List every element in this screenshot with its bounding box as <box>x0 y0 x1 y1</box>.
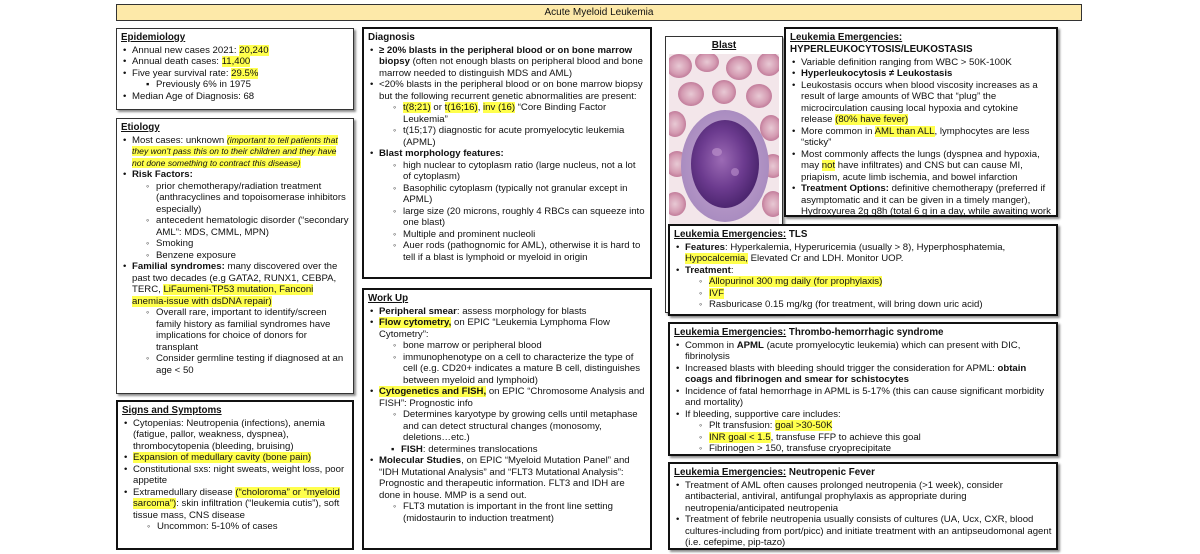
etiology-note: (important to tell patients that they won’t pass this on to their children and they have not done something to contract this disease) <box>132 134 338 168</box>
list-item: ◦ high nuclear to cytoplasm ratio (large nucleus, not a lot of cytoplasm) <box>403 160 646 183</box>
list-item: ◦ bone marrow or peripheral blood <box>403 340 646 352</box>
signs-symptoms-panel <box>116 400 354 550</box>
list-item: • Variable definition ranging from WBC > 50K-100K <box>801 57 1052 69</box>
list-item: ◦ prior chemotherapy/radiation treatment (anthracyclines and topoisomerase inhibitors especially) <box>156 181 349 216</box>
workup-heading: Work Up <box>368 293 409 304</box>
list-item: ◦ large size (20 microns, roughly 4 RBCs can squeeze into one blast) <box>403 206 646 229</box>
neutro-heading: Neutropenic Fever <box>786 467 875 478</box>
list-item: • Incidence of fatal hemorrhage in APML is 5-17% (this can cause significant morbidity and mortality) <box>685 386 1052 409</box>
list-item: • Treatment of AML often causes prolonged neutropenia (>1 week), consider antibacterial, antiviral, antifungal prophylaxis as appropriate during neutropenia/anticipated neutropenia <box>685 480 1052 515</box>
list-item: ◦ IVF <box>709 288 1052 300</box>
list-item: ◦ FLT3 mutation is important in the front line setting (midostaurin to induction treatment) <box>403 501 646 524</box>
new-cases-value: 20,240 <box>239 44 269 56</box>
blast-cell <box>681 110 769 222</box>
list-item: ◦ Multiple and prominent nucleoli <box>403 229 646 241</box>
list-item: • If bleeding, supportive care includes: ◦ Plt transfusion: goal >30-50K ◦ INR goal < 1.5, transfuse FFP to achieve this goal ◦ Fibrinogen > 150, transfuse cryoprecipitate <box>685 409 1052 455</box>
list-item: • Peripheral smear: assess morphology for blasts <box>379 306 646 318</box>
list-item: • Treatment of febrile neutropenia usually consists of cultures (UA, Ucx, CXR, blood cultures-including from port/picc) and initiate treatment with an antipseudomonal agent (i.e. cefepime, pip-tazo) <box>685 514 1052 549</box>
survival-value: 29.5% <box>231 67 259 79</box>
list-item: ◦ Fibrinogen > 150, transfuse cryoprecipitate <box>709 443 1052 455</box>
neutropenic-fever-panel <box>668 462 1058 550</box>
list-item: • Features: Hyperkalemia, Hyperuricemia (usually > 8), Hyperphosphatemia, Hypocalcemia, Elevated Cr and LDH. Monitor UOP. <box>685 242 1052 265</box>
workup-panel <box>362 288 652 550</box>
page-title: Acute Myeloid Leukemia <box>116 4 1082 21</box>
tls-heading-label: Leukemia Emergencies: <box>674 229 787 240</box>
list-item: • Treatment: ◦ Allopurinol 300 mg daily (for prophylaxis) ◦ IVF ◦ Rasburicase 0.15 mg/kg (for treatment, will bring down uric acid) <box>685 265 1052 311</box>
list-item: ◦ INR goal < 1.5, transfuse FFP to achieve this goal <box>709 432 1052 444</box>
hyperleukocytosis-panel <box>784 27 1058 217</box>
list-item: • Five year survival rate: 29.5% ▪ Previously 6% in 1975 <box>132 68 349 91</box>
list-item: • <20% blasts in the peripheral blood or on bone marrow biopsy but the following recurrent genetic abnormalities are present: ◦ t(8;21) or t(16;16), inv (16) “Core Binding Factor Leukemia” ◦ t(15;17) diagnostic for acute promyelocytic leukemia (APML) <box>379 79 646 148</box>
list-item: ▪ FISH: determines translocations <box>401 444 646 456</box>
list-item: • Hyperleukocytosis ≠ Leukostasis <box>801 68 1052 80</box>
list-item: ◦ Determines karyotype by growing cells until metaphase and can detect structural changes (monosomy, deletions…etc.) <box>403 409 646 444</box>
signs-heading: Signs and Symptoms <box>122 405 222 416</box>
list-item: ◦ Plt transfusion: goal >30-50K <box>709 420 1052 432</box>
thrombo-panel <box>668 322 1058 456</box>
hyperleuk-heading: HYPERLEUKOCYTOSIS/LEUKOSTASIS <box>790 43 973 55</box>
list-item: • Risk Factors: ◦ prior chemotherapy/radiation treatment (anthracyclines and topoisomerase inhibitors especially) ◦ antecedent hematologic disorder (“secondary AML”: MDS, CMML, MPN) ◦ Smoking ◦ Benzene exposure <box>132 169 349 261</box>
neutro-heading-label: Leukemia Emergencies: <box>674 467 787 478</box>
list-item: • Blast morphology features: ◦ high nuclear to cytoplasm ratio (large nucleus, not a lot of cytoplasm) ◦ Basophilic cytoplasm (typically not granular except in APML) ◦ large size (20 microns, roughly 4 RBCs can squeeze into one blast) ◦ Multiple and prominent nucleoli ◦ Auer rods (pathognomic for AML), otherwise it is hard to tell if a blast is lymphoid or myeloid in origin <box>379 148 646 263</box>
list-item: • More common in AML than ALL, lymphocytes are less “sticky” <box>801 126 1052 149</box>
list-item: • ≥ 20% blasts in the peripheral blood or on bone marrow biopsy (often not enough blasts on peripheral blood and bone marrow needed to distinguish MDS and AML) <box>379 45 646 80</box>
list-item: ◦ Smoking <box>156 238 349 250</box>
list-item: • Molecular Studies, on EPIC “Myeloid Mutation Panel” and “IDH Mutational Analysis” and “FLT3 Mutational Analysis”: Prognostic and therapeutic information. FLT3 and IDH are done in house. MMP is a send out. ◦ FLT3 mutation is important in the front line setting (midostaurin to induction treatment) <box>379 455 646 524</box>
list-item: • Cytogenetics and FISH, on EPIC “Chromosome Analysis and FISH”: Prognostic info ◦ Determines karyotype by growing cells until metaphase and can detect structural changes (monosomy, deletions…etc.) ▪ FISH: determines translocations <box>379 386 646 455</box>
list-item: • Treatment Options: definitive chemotherapy (preferred if asymptomatic and it can be given in a timely manger), Hydroxyurea 2g q8h (total 6 g in a day, while awaiting work <box>801 183 1052 217</box>
etiology-panel <box>116 118 354 394</box>
tls-heading: TLS <box>786 229 808 240</box>
list-item: • Expansion of medullary cavity (bone pain) <box>133 452 348 464</box>
death-cases-value: 11,400 <box>221 56 251 68</box>
list-item: • Increased blasts with bleeding should trigger the consideration for APML: obtain coags and fibrinogen and smear for schistocytes <box>685 363 1052 386</box>
list-item: • Most cases: unknown (important to tell patients that they won’t pass this on to their children and they have not done something to contract this disease) <box>132 135 349 170</box>
list-item: ◦ immunophenotype on a cell to characterize the type of cell (e.g. CD20+ indicates a mature B cell, distinguishes between myeloid and lymphoid) <box>403 352 646 387</box>
list-item: • Flow cytometry, on EPIC “Leukemia Lymphoma Flow Cytometry”: ◦ bone marrow or peripheral blood ◦ immunophenotype on a cell to characterize the type of cell (e.g. CD20+ indicates a mature B cell, distinguishes between myeloid and lymphoid) <box>379 317 646 386</box>
list-item: ◦ Overall rare, important to identify/screen family history as familial syndromes have implications for choice of donors for transplant <box>156 307 349 353</box>
list-item: ◦ t(15;17) diagnostic for acute promyelocytic leukemia (APML) <box>403 125 646 148</box>
list-item: ◦ Rasburicase 0.15 mg/kg (for treatment, will bring down uric acid) <box>709 299 1052 311</box>
blast-label: Blast <box>711 40 737 51</box>
etiology-heading: Etiology <box>121 122 160 133</box>
diagnosis-panel <box>362 27 652 279</box>
list-item: • Constitutional sxs: night sweats, weight loss, poor appetite <box>133 464 348 487</box>
list-item: ◦ Consider germline testing if diagnosed at an age < 50 <box>156 353 349 376</box>
diagnosis-heading: Diagnosis <box>368 32 415 43</box>
list-item: • Leukostasis occurs when blood viscosity increases as a result of large amounts of WBC that “plug” the microcirculation causing local hypoxia and cytokine release (80% have fever) <box>801 80 1052 126</box>
list-item: ◦ Uncommon: 5-10% of cases <box>157 521 348 533</box>
list-item: ▪ Previously 6% in 1975 <box>156 79 349 91</box>
hyperleuk-heading-label: Leukemia Emergencies: <box>790 32 903 43</box>
list-item: • Annual death cases: 11,400 <box>132 56 349 68</box>
list-item: • Extramedullary disease (“choloroma” or “myeloid sarcoma”): skin infiltration (“leukemia cutis”), soft tissue mass, CNS disease ◦ Uncommon: 5-10% of cases <box>133 487 348 533</box>
list-item: ◦ antecedent hematologic disorder (“secondary AML”: MDS, CMML, MPN) <box>156 215 349 238</box>
list-item: ◦ Basophilic cytoplasm (typically not granular except in APML) <box>403 183 646 206</box>
thrombo-heading: Thrombo-hemorrhagic syndrome <box>786 327 944 338</box>
thrombo-heading-label: Leukemia Emergencies: <box>674 327 787 338</box>
list-item: ◦ t(8;21) or t(16;16), inv (16) “Core Binding Factor Leukemia” <box>403 102 646 125</box>
list-item: • Most commonly affects the lungs (dyspnea and hypoxia, may not have infiltrates) and CNS but can cause MI, priapism, acute limb ischemia, and bowel infarction <box>801 149 1052 184</box>
list-item: • Median Age of Diagnosis: 68 <box>132 91 349 103</box>
tls-panel <box>668 224 1058 316</box>
epidemiology-panel <box>116 28 354 110</box>
epidemiology-heading: Epidemiology <box>121 32 186 43</box>
list-item: ◦ Benzene exposure <box>156 250 349 262</box>
list-item: • Familial syndromes: many discovered over the past two decades (e.g GATA2, RUNX1, CEBPA, TERC, LiFaumeni-TP53 mutation, Fanconi anemia-issue with dsDNA repair) ◦ Overall rare, important to identify/screen family history as familial syndromes have implications for choice of donors for transplant ◦ Consider germline testing if diagnosed at an age < 50 <box>132 261 349 376</box>
list-item: ◦ Auer rods (pathognomic for AML), otherwise it is hard to tell if a blast is lymphoid or myeloid in origin <box>403 240 646 263</box>
list-item: ◦ Allopurinol 300 mg daily (for prophylaxis) <box>709 276 1052 288</box>
list-item: • Cytopenias: Neutropenia (infections), anemia (fatigue, pallor, weakness, dyspnea), thrombocytopenia (bleeding, bruising) <box>133 418 348 453</box>
list-item: • Common in APML (acute promyelocytic leukemia) which can present with DIC, fibrinolysis <box>685 340 1052 363</box>
list-item: • Annual new cases 2021: 20,240 <box>132 45 349 57</box>
